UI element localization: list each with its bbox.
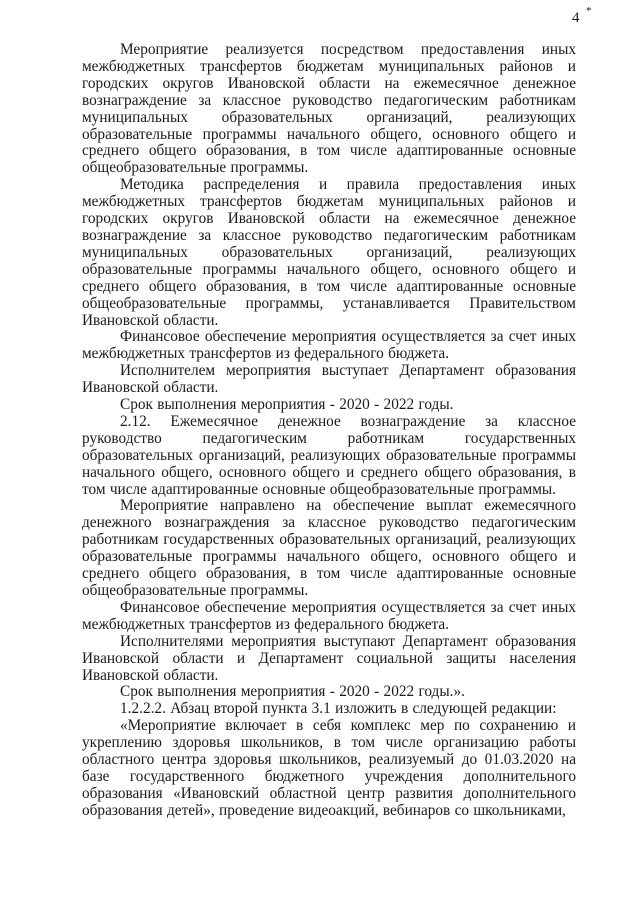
- paragraph-4: Исполнителем мероприятия выступает Департамент образования Ивановской области.: [82, 362, 576, 397]
- paragraph-8: Финансовое обеспечение мероприятия осуществляется за счет иных межбюджетных трансфертов из федерального бюджета.: [82, 598, 576, 633]
- paragraph-2: Методика распределения и правила предоставления иных межбюджетных трансфертов бюджетам муниципальных районов и городских округов Ивановской области на ежемесячное денежное вознаграждение за классное руководство педагогическим работникам муниципальных образовательных организаций, реализующих образовательные программы начального общего, основного общего и среднего общего образования, в том числе адаптированные основные общеобразовательные программы, устанавливается Правительством Ивановской области.: [82, 176, 576, 329]
- paragraph-1: Мероприятие реализуется посредством предоставления иных межбюджетных трансфертов бюджетам муниципальных районов и городских округов Ивановской области на ежемесячное денежное вознаграждение за классное руководство педагогическим работникам муниципальных образовательных организаций, реализующих образовательные программы начального общего, основного общего и среднего общего образования, в том числе адаптированные основные общеобразовательные программы.: [82, 41, 576, 177]
- page-number: 4: [572, 10, 580, 26]
- paragraph-5: Срок выполнения мероприятия - 2020 - 2022 годы.: [120, 396, 454, 414]
- paragraph-6: 2.12. Ежемесячное денежное вознаграждение за классное руководство педагогическим работникам государственных образовательных организаций, реализующих образовательные программы начального общего, основного общего и среднего общего образования, в том числе адаптированные основные общеобразовательные программы.: [82, 412, 576, 498]
- paragraph-12: «Мероприятие включает в себя комплекс мер по сохранению и укреплению здоровья школьников, в том числе организацию работы областного центра здоровья школьников, реализуемый до 01.03.2020 на базе государственного бюджетного учреждения дополнительного образования «Ивановский областной центр развития дополнительного образования детей», проведение видеоакций, вебинаров со школьниками,: [82, 717, 576, 819]
- paragraph-11: 1.2.2.2. Абзац второй пункта 3.1 изложить в следующей редакции:: [120, 700, 557, 718]
- paragraph-7: Мероприятие направлено на обеспечение выплат ежемесячного денежного вознаграждения за классное руководство педагогическим работникам государственных образовательных организаций, реализующих образовательные программы начального общего, основного общего и среднего общего образования, в том числе адаптированные основные общеобразовательные программы.: [82, 497, 576, 599]
- paragraph-10: Срок выполнения мероприятия - 2020 - 2022 годы.».: [120, 683, 465, 701]
- paragraph-9: Исполнителями мероприятия выступают Департамент образования Ивановской области и Департамент социальной защиты населения Ивановской области.: [82, 632, 576, 684]
- document-body: [82, 42, 576, 820]
- corner-mark: *: [586, 5, 592, 17]
- paragraph-3: Финансовое обеспечение мероприятия осуществляется за счет иных межбюджетных трансфертов из федерального бюджета.: [82, 328, 576, 363]
